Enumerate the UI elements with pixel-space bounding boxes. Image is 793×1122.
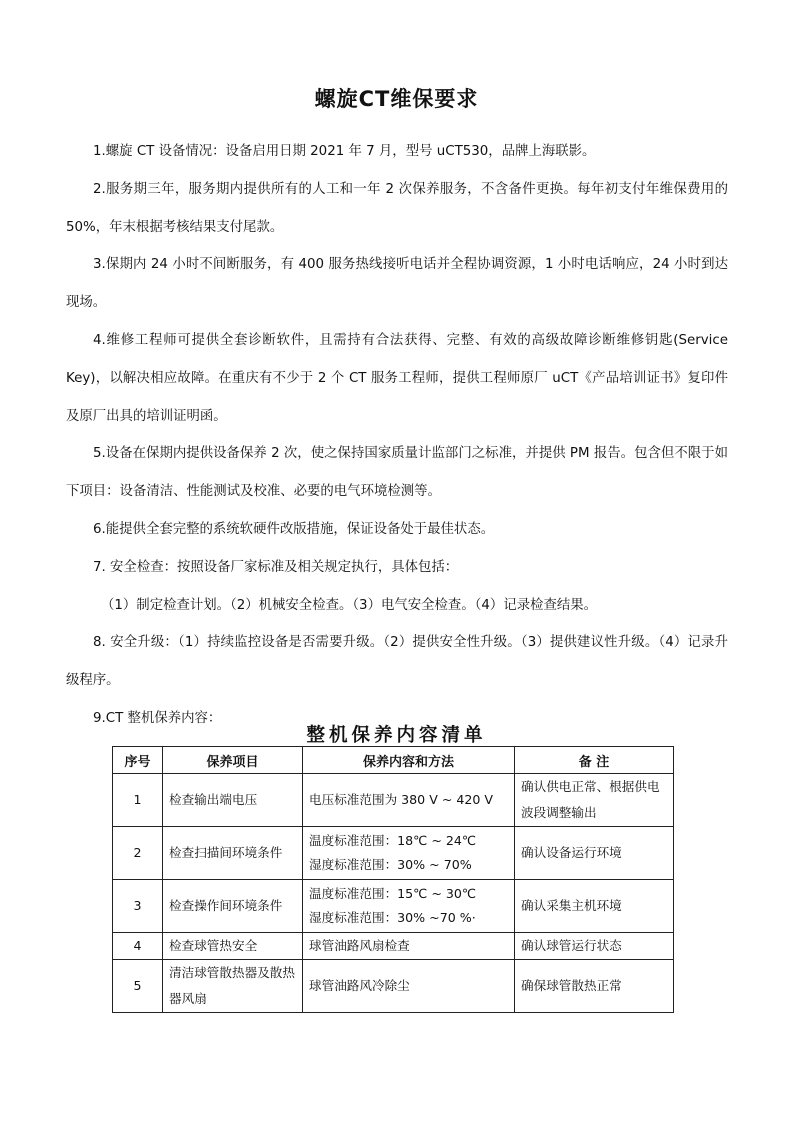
table-row (113, 774, 674, 827)
row-content-line: 球管油路风冷除尘 (309, 978, 410, 993)
header-note: 备 注 (515, 747, 674, 774)
table-row (113, 880, 674, 933)
row-content (303, 827, 515, 880)
row-item: 检查球管热安全 (163, 933, 303, 960)
paragraph-6: 6.能提供全套完整的系统软硬件改版措施，保证设备处于最佳状态。 (93, 521, 495, 537)
table-header-row (113, 747, 674, 774)
row-note: 确认采集主机环境 (515, 880, 674, 933)
table-row (113, 827, 674, 880)
row-item: 清洁球管散热器及散热器风扇 (163, 960, 303, 1013)
row-no: 3 (113, 880, 163, 933)
header-item: 保养项目 (163, 747, 303, 774)
row-content-line: 球管油路风扇检查 (309, 938, 410, 953)
row-content-line: 湿度标准范围：30% ~70 %· (309, 910, 476, 925)
row-no: 5 (113, 960, 163, 1013)
row-content (303, 880, 515, 933)
row-note: 确认供电正常、根据供电波段调整输出 (515, 774, 674, 827)
row-item: 检查操作间环境条件 (163, 880, 303, 933)
row-content (303, 933, 515, 960)
row-item: 检查扫描间环境条件 (163, 827, 303, 880)
paragraph-4: 4.维修工程师可提供全套诊断软件，且需持有合法获得、完整、有效的高级故障诊断维修钥匙(Service Key)，以解决相应故障。在重庆有不少于 2 个 CT 服务工程师，提供工程师原厂 uCT《产品培训证书》复印件及原厂出具的培训证明函。 (66, 332, 728, 424)
row-content (303, 774, 515, 827)
document-body (66, 133, 728, 738)
paragraph-2: 2.服务期三年，服务期内提供所有的人工和一年 2 次保养服务，不含备件更换。每年初支付年维保费用的 50%，年末根据考核结果支付尾款。 (66, 181, 728, 235)
paragraph-7: 7. 安全检查：按照设备厂家标准及相关规定执行，具体包括： (93, 559, 459, 575)
paragraph-5: 5.设备在保期内提供设备保养 2 次，使之保持国家质量计监部门之标准，并提供 PM 报告。包含但不限于如下项目：设备清洁、性能测试及校准、必要的电气环境检测等。 (66, 446, 728, 500)
table-row (113, 933, 674, 960)
row-content-line: 温度标准范围：15℃ ~ 30℃ (309, 886, 477, 901)
row-content-line: 温度标准范围：18℃ ~ 24℃ (309, 833, 477, 848)
header-content: 保养内容和方法 (303, 747, 515, 774)
row-content-line: 湿度标准范围：30% ~ 70% (309, 857, 472, 872)
table-row (113, 960, 674, 1013)
row-note: 确认球管运行状态 (515, 933, 674, 960)
row-item: 检查输出端电压 (163, 774, 303, 827)
row-content (303, 960, 515, 1013)
table-title: 整机保养内容清单 (306, 725, 487, 746)
row-note: 确保球管散热正常 (515, 960, 674, 1013)
row-no: 2 (113, 827, 163, 880)
row-note: 确认设备运行环境 (515, 827, 674, 880)
maintenance-table (112, 746, 674, 1013)
paragraph-7-items: （1）制定检查计划。（2）机械安全检查。（3）电气安全检查。（4）记录检查结果。 (101, 597, 598, 613)
row-content-line: 电压标准范围为 380 V ~ 420 V (309, 792, 494, 807)
row-no: 4 (113, 933, 163, 960)
paragraph-3: 3.保期内 24 小时不间断服务，有 400 服务热线接听电话并全程协调资源，1 小时电话响应，24 小时到达现场。 (66, 257, 728, 311)
paragraph-9: 9.CT 整机保养内容： (93, 710, 222, 726)
document-title: 螺旋CT维保要求 (314, 87, 479, 111)
paragraph-1: 1.螺旋 CT 设备情况：设备启用日期 2021 年 7 月，型号 uCT530，品牌上海联影。 (93, 144, 596, 159)
row-no: 1 (113, 774, 163, 827)
header-no: 序号 (113, 747, 163, 774)
paragraph-8: 8. 安全升级：（1）持续监控设备是否需要升级。（2）提供安全性升级。（3）提供建议性升级。（4）记录升级程序。 (66, 635, 728, 689)
